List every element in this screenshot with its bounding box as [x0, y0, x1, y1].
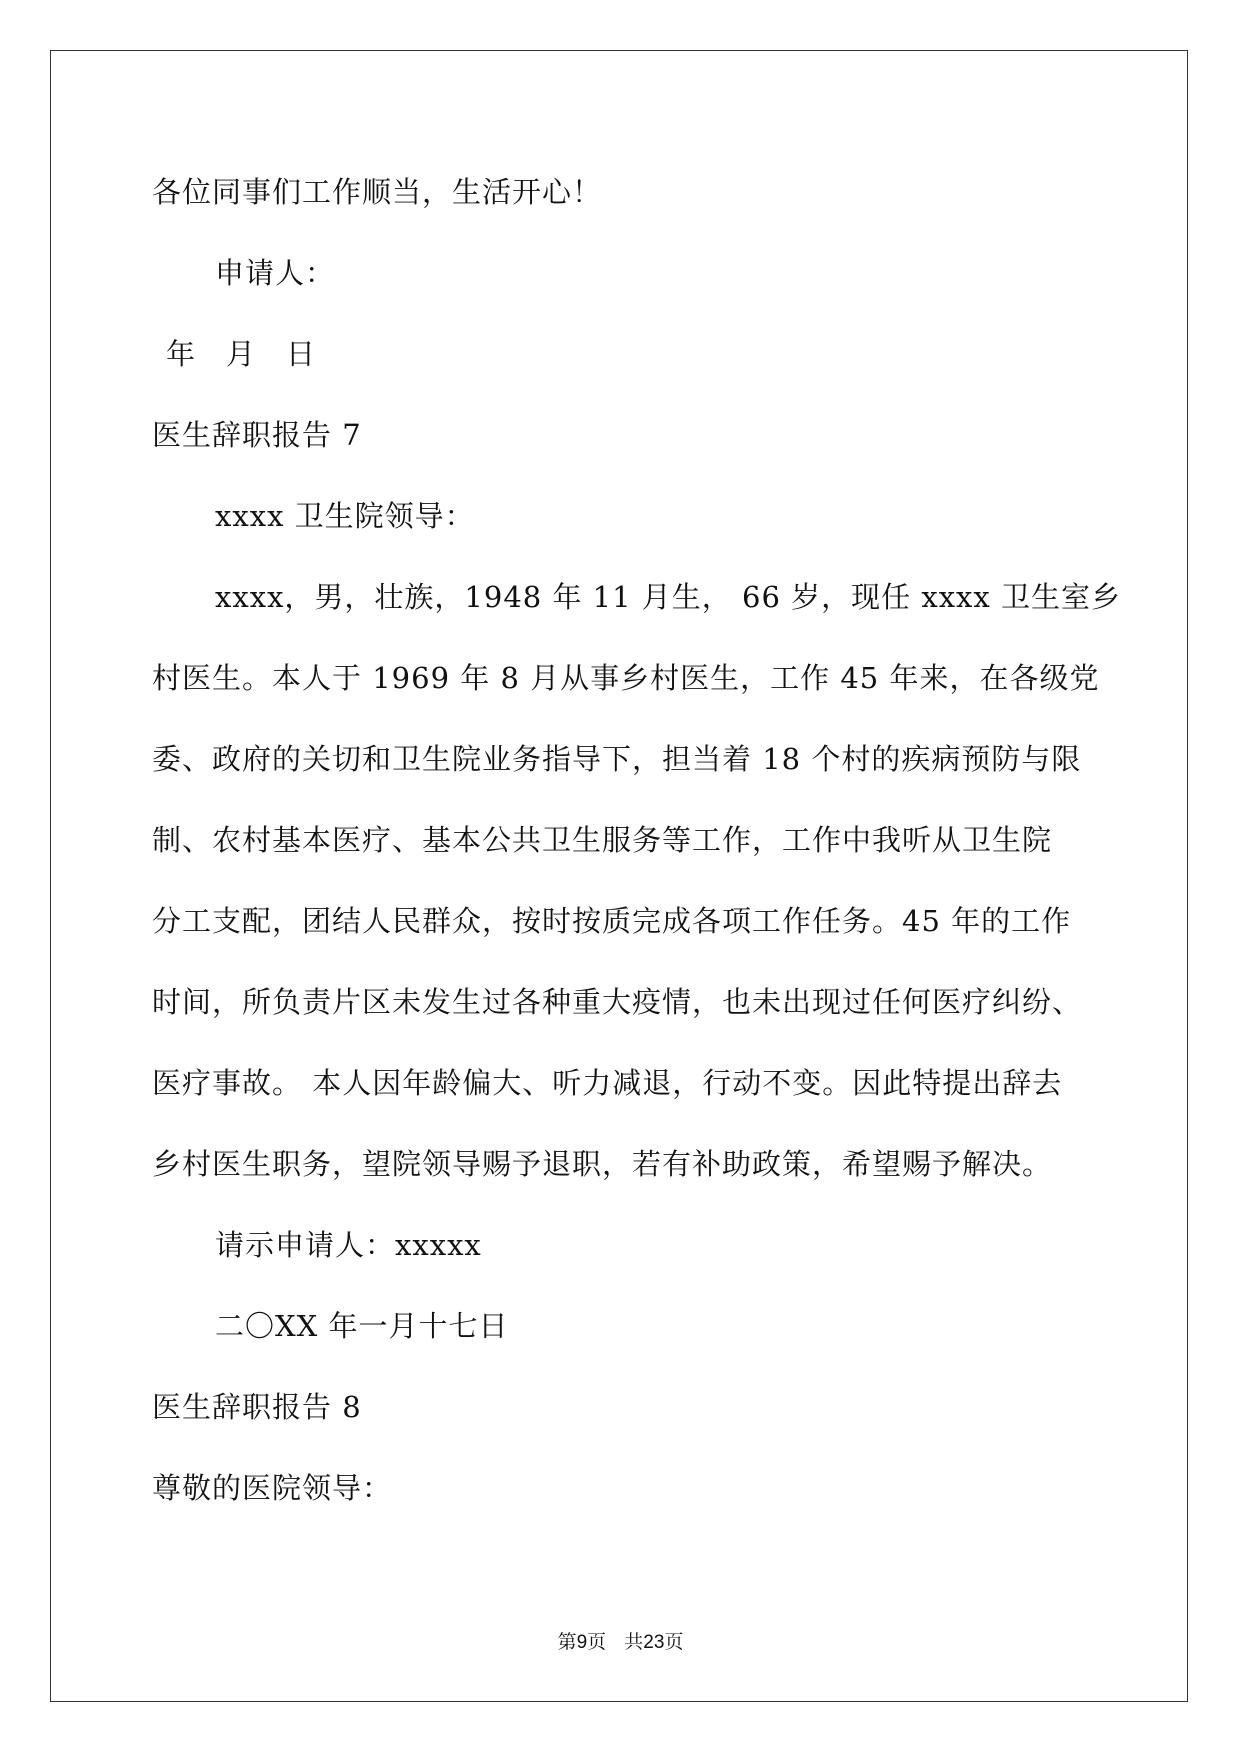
letter-date-line: 二〇XX 年一月十七日	[215, 1309, 509, 1343]
footer-page-suffix: 页	[587, 1631, 607, 1653]
total-pages-number: 23	[643, 1632, 665, 1653]
body-paragraph-line: 时间，所负责片区未发生过各种重大疫情，也未出现过任何医疗纠纷、	[152, 985, 1083, 1019]
applicant-signature-line: 请示申请人：xxxxx	[215, 1228, 482, 1262]
applicant-label: 申请人：	[215, 256, 336, 290]
body-paragraph-line: 乡村医生职务，望院领导赐予退职，若有补助政策，希望赐予解决。	[152, 1147, 1053, 1181]
section-heading-7: 医生辞职报告 7	[152, 418, 362, 452]
date-placeholder: 年 月 日	[166, 337, 317, 371]
body-paragraph-line: 村医生。本人于 1969 年 8 月从事乡村医生，工作 45 年来，在各级党	[152, 661, 1100, 695]
current-page-number: 9	[576, 1632, 588, 1653]
section-heading-8: 医生辞职报告 8	[152, 1390, 362, 1424]
body-paragraph-line: 制、农村基本医疗、基本公共卫生服务等工作，工作中我听从卫生院	[152, 823, 1053, 857]
body-paragraph-line: xxxx，男，壮族，1948 年 11 月生， 66 岁，现任 xxxx 卫生室乡	[215, 580, 1121, 614]
salutation-line: 尊敬的医院领导：	[152, 1471, 393, 1505]
page-border	[50, 50, 1188, 1702]
closing-wish-line: 各位同事们工作顺当，生活开心！	[152, 175, 603, 209]
salutation-line: xxxx 卫生院领导：	[215, 499, 475, 533]
body-paragraph-line: 分工支配，团结人民群众，按时按质完成各项工作任务。45 年的工作	[152, 904, 1072, 938]
page-footer	[0, 1630, 1241, 1655]
body-paragraph-line: 医疗事故。 本人因年龄偏大、听力减退，行动不变。因此特提出辞去	[152, 1066, 1063, 1100]
body-paragraph-line: 委、政府的关切和卫生院业务指导下，担当着 18 个村的疾病预防与限	[152, 742, 1082, 776]
footer-total-suffix: 页	[664, 1631, 684, 1653]
footer-prefix: 第	[557, 1631, 577, 1653]
footer-total-prefix: 共	[624, 1631, 644, 1653]
